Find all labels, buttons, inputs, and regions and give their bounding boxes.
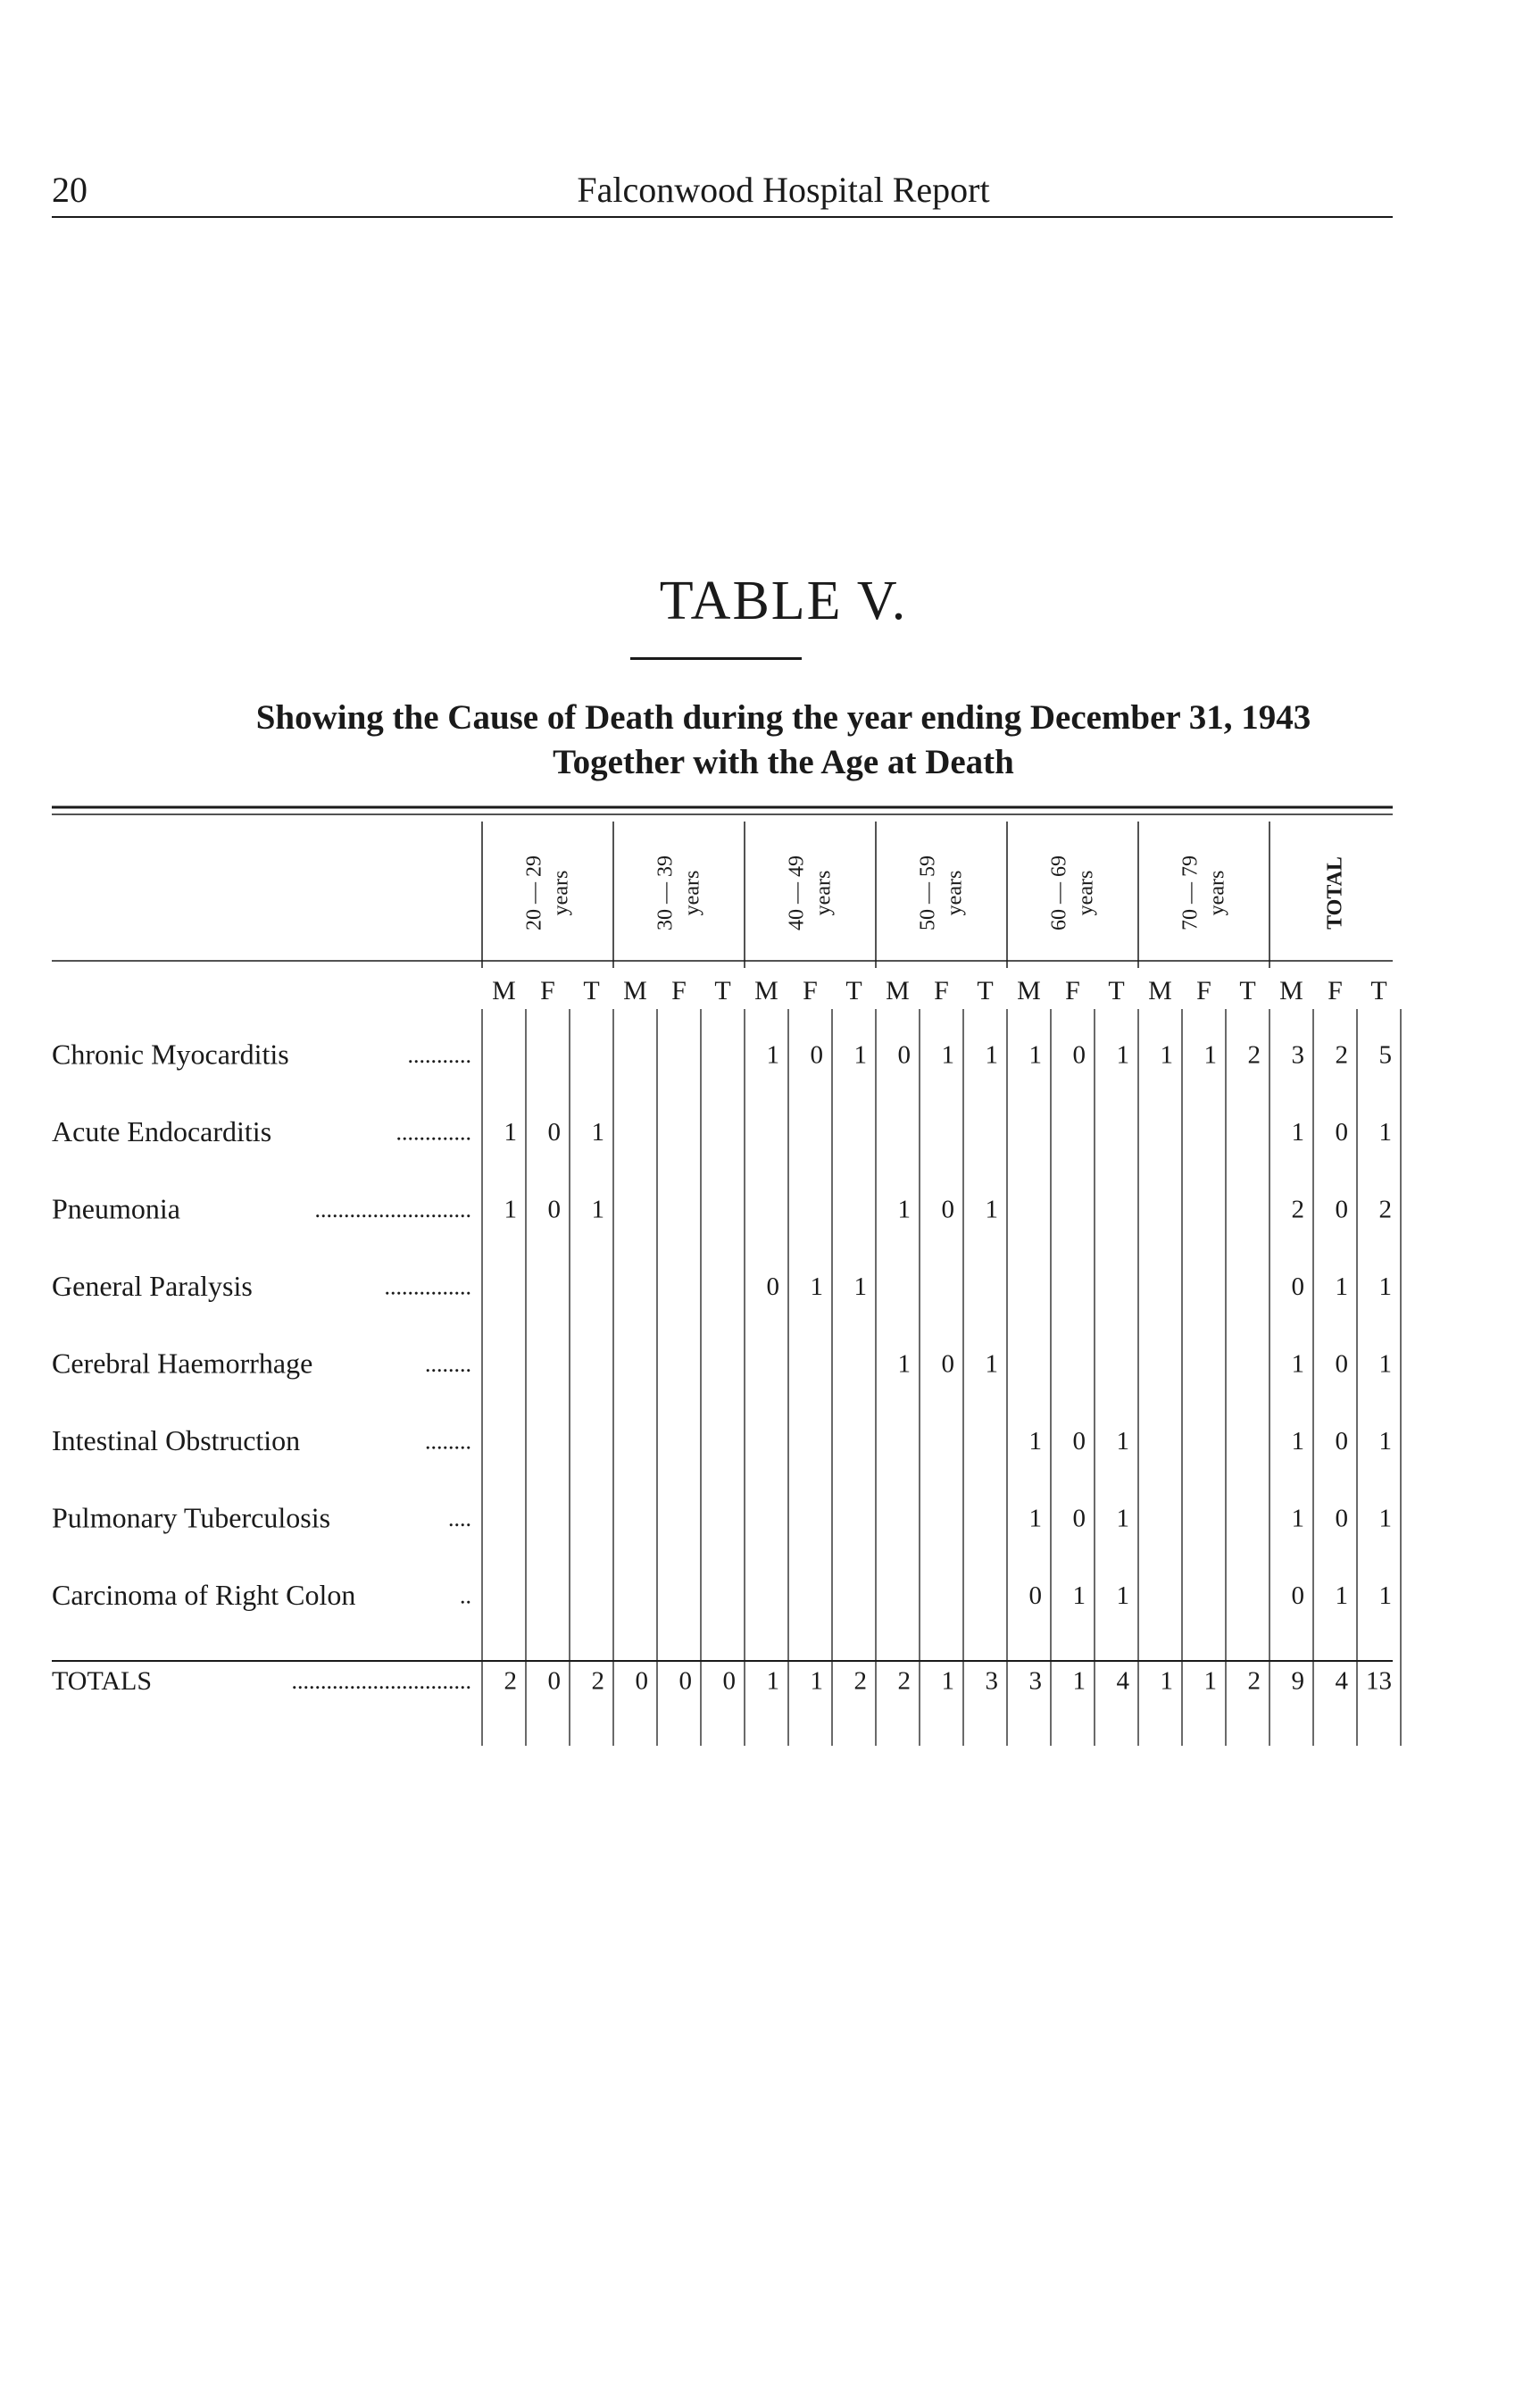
table-subtitle-line-1: Showing the Cause of Death during the year ending December 31, 1943 (255, 698, 1311, 737)
running-head: Falconwood Hospital Report (577, 170, 990, 210)
table-cell: 1 (1028, 1040, 1042, 1070)
table-cell: 1 (1203, 1040, 1217, 1070)
table-cell: 1 (1378, 1427, 1392, 1456)
totals-cell: 1 (1160, 1666, 1173, 1696)
totals-cell: 4 (1116, 1666, 1129, 1696)
table-cell: 0 (1335, 1195, 1348, 1224)
totals-cell: 2 (504, 1666, 517, 1696)
table-cell: 0 (547, 1118, 561, 1147)
table-cell: 0 (1335, 1349, 1348, 1379)
table-cell: 1 (897, 1349, 911, 1379)
table-cell: 1 (941, 1040, 954, 1070)
row-leader-dots: ........................... (314, 1196, 471, 1222)
row-leader-dots: ............. (395, 1119, 471, 1146)
totals-cell: 0 (722, 1666, 736, 1696)
table-cell: 3 (1291, 1040, 1304, 1070)
totals-cell: 9 (1291, 1666, 1304, 1696)
table-cell: 1 (1378, 1581, 1392, 1611)
table-cell: 1 (766, 1040, 779, 1070)
table-cell: 1 (1291, 1504, 1304, 1533)
subheader-f: F (1065, 975, 1080, 1005)
table-cell: 1 (1335, 1581, 1348, 1611)
table-cell: 0 (547, 1195, 561, 1224)
table-cell: 5 (1378, 1040, 1392, 1070)
table-cell: 1 (504, 1195, 517, 1224)
totals-cell: 3 (985, 1666, 998, 1696)
table-cell: 2 (1247, 1040, 1261, 1070)
row-label: General Paralysis (52, 1269, 253, 1302)
subheader-f: F (934, 975, 949, 1005)
table-cell: 1 (1116, 1504, 1129, 1533)
row-leader-dots: ........ (425, 1350, 471, 1377)
group-header-0-line-1: years (549, 870, 573, 916)
table-cell: 1 (591, 1118, 604, 1147)
subheader-m: M (623, 975, 647, 1005)
subheader-t: T (714, 975, 731, 1005)
table-cell: 1 (985, 1195, 998, 1224)
subheader-m: M (1279, 975, 1303, 1005)
table-cell: 2 (1291, 1195, 1304, 1224)
subheader-f: F (671, 975, 687, 1005)
totals-cell: 1 (766, 1666, 779, 1696)
table-cell: 0 (941, 1195, 954, 1224)
table-subtitle-line-2: Together with the Age at Death (553, 743, 1014, 781)
group-header-1-line-0: 30 — 39 (653, 855, 678, 930)
row-label: Intestinal Obstruction (52, 1423, 301, 1456)
table-cell: 1 (1378, 1118, 1392, 1147)
table-cell: 2 (1378, 1195, 1392, 1224)
subheader-m: M (492, 975, 516, 1005)
subheader-t: T (1370, 975, 1387, 1005)
subheader-f: F (1196, 975, 1211, 1005)
table-cell: 1 (1028, 1427, 1042, 1456)
group-header-0-line-0: 20 — 29 (522, 855, 546, 930)
table-cell: 1 (985, 1040, 998, 1070)
subheader-f: F (1328, 975, 1343, 1005)
subheader-m: M (886, 975, 910, 1005)
group-header-3-line-0: 50 — 59 (916, 855, 940, 930)
totals-cell: 0 (678, 1666, 692, 1696)
subheader-m: M (1148, 975, 1172, 1005)
table-cell: 1 (1378, 1272, 1392, 1302)
subheader-t: T (1239, 975, 1256, 1005)
table-cell: 1 (985, 1349, 998, 1379)
table-cell: 1 (1028, 1504, 1042, 1533)
table-cell: 1 (853, 1272, 867, 1302)
subheader-f: F (803, 975, 818, 1005)
group-header-6-line-0: TOTAL (1323, 856, 1347, 930)
group-header-5-line-0: 70 — 79 (1178, 855, 1203, 930)
totals-cell: 4 (1335, 1666, 1348, 1696)
table-cell: 0 (1335, 1427, 1348, 1456)
table-cell: 1 (1291, 1349, 1304, 1379)
table-cell: 0 (1335, 1504, 1348, 1533)
table-cell: 1 (1291, 1118, 1304, 1147)
row-leader-dots: ........... (407, 1041, 471, 1068)
subheader-m: M (1017, 975, 1041, 1005)
table-cell: 1 (1335, 1272, 1348, 1302)
subheader-f: F (540, 975, 555, 1005)
table-cell: 0 (1291, 1581, 1304, 1611)
table-cell: 1 (1116, 1040, 1129, 1070)
row-label: Pulmonary Tuberculosis (52, 1501, 331, 1534)
totals-cell: 1 (1203, 1666, 1217, 1696)
row-leader-dots: ........ (425, 1428, 471, 1455)
table-cell: 0 (1291, 1272, 1304, 1302)
table-cell: 1 (1378, 1504, 1392, 1533)
totals-cell: 1 (810, 1666, 823, 1696)
row-leader-dots: .. (460, 1582, 471, 1609)
table-cell: 1 (1160, 1040, 1173, 1070)
table-cell: 0 (897, 1040, 911, 1070)
group-header-5-line-1: years (1205, 870, 1229, 916)
group-header-4-line-1: years (1074, 870, 1098, 916)
table-cell: 2 (1335, 1040, 1348, 1070)
table-cell: 1 (897, 1195, 911, 1224)
subheader-m: M (754, 975, 778, 1005)
table-cell: 1 (591, 1195, 604, 1224)
totals-cell: 0 (635, 1666, 648, 1696)
table-title: TABLE V. (659, 571, 908, 631)
table-cell: 1 (1291, 1427, 1304, 1456)
subheader-t: T (583, 975, 600, 1005)
group-header-3-line-1: years (943, 870, 967, 916)
group-header-2-line-0: 40 — 49 (785, 855, 809, 930)
totals-cell: 3 (1028, 1666, 1042, 1696)
subheader-t: T (1108, 975, 1125, 1005)
row-label: Chronic Myocarditis (52, 1038, 289, 1071)
table-cell: 1 (1072, 1581, 1086, 1611)
totals-cell: 1 (1072, 1666, 1086, 1696)
row-label: Carcinoma of Right Colon (52, 1578, 356, 1611)
table-cell: 0 (810, 1040, 823, 1070)
totals-cell: 0 (547, 1666, 561, 1696)
row-label: Cerebral Haemorrhage (52, 1347, 313, 1380)
totals-cell: 13 (1366, 1666, 1392, 1696)
page-number: 20 (52, 170, 87, 210)
totals-cell: 2 (853, 1666, 867, 1696)
row-leader-dots: ............... (384, 1273, 471, 1300)
table-cell: 0 (1072, 1427, 1086, 1456)
totals-cell: 2 (1247, 1666, 1261, 1696)
table-cell: 0 (1028, 1581, 1042, 1611)
row-leader-dots: .... (448, 1505, 471, 1531)
group-header-2-line-1: years (812, 870, 836, 916)
totals-cell: 2 (591, 1666, 604, 1696)
table-cell: 0 (766, 1272, 779, 1302)
table-cell: 0 (1072, 1504, 1086, 1533)
totals-label: TOTALS (52, 1665, 153, 1696)
group-header-1-line-1: years (680, 870, 704, 916)
row-label: Acute Endocarditis (52, 1114, 272, 1147)
table-cell: 0 (1335, 1118, 1348, 1147)
table-cell: 1 (1378, 1349, 1392, 1379)
table-cell: 1 (853, 1040, 867, 1070)
table-cell: 1 (810, 1272, 823, 1302)
subheader-t: T (845, 975, 862, 1005)
table-cell: 0 (1072, 1040, 1086, 1070)
subheader-t: T (977, 975, 994, 1005)
row-label: Pneumonia (52, 1192, 180, 1225)
table-cell: 0 (941, 1349, 954, 1379)
totals-leader-dots: ............................... (291, 1667, 471, 1694)
group-header-4-line-0: 60 — 69 (1047, 855, 1071, 930)
table-cell: 1 (1116, 1427, 1129, 1456)
table-cell: 1 (504, 1118, 517, 1147)
totals-cell: 1 (941, 1666, 954, 1696)
totals-cell: 2 (897, 1666, 911, 1696)
table-cell: 1 (1116, 1581, 1129, 1611)
